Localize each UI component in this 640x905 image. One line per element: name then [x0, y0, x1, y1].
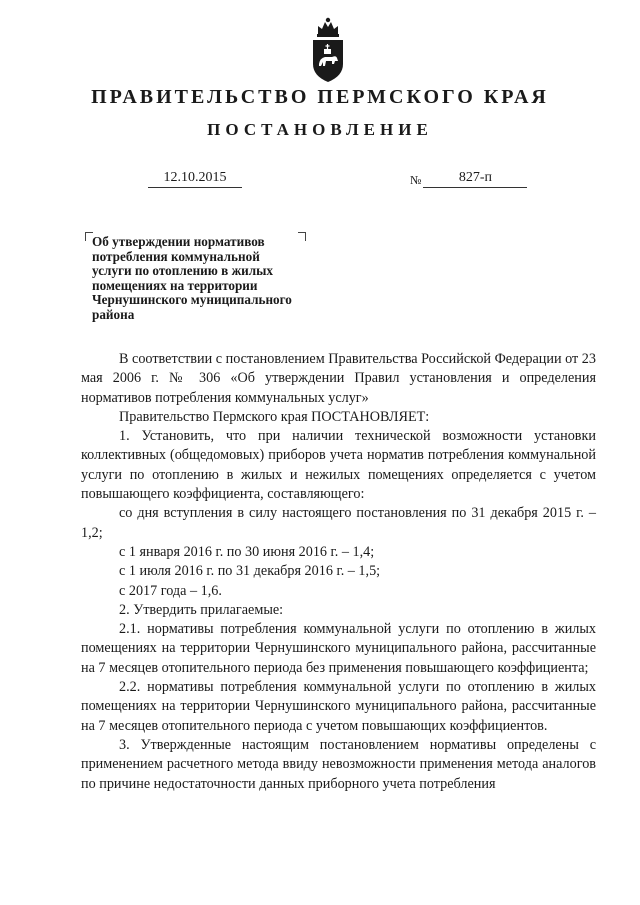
- body-paragraph: с 2017 года – 1,6.: [119, 582, 222, 599]
- body-paragraph: 2.2. нормативы потребления коммунальной услуги по отоплению в жилых помещениях на территории Чернушинского муниципального района, рассчитанные на 7 месяцев отопительного периода с учетом повышающих коэффициентов.: [81, 679, 596, 734]
- document-number: 827-п: [423, 170, 527, 188]
- subject-line: потребления коммунальной: [92, 248, 260, 264]
- body-paragraph: с 1 июля 2016 г. по 31 декабря 2016 г. – 1,5;: [119, 563, 381, 580]
- body-paragraph: со дня вступления в силу настоящего постановления по 31 декабря 2015 г. – 1,2;: [81, 505, 596, 541]
- body-paragraph: 2. Утвердить прилагаемые:: [119, 601, 284, 618]
- body-paragraph: В соответствии с постановлением Правительства Российской Федерации от 23 мая 2006 г. № 306 «Об утверждении Правил установления и определения нормативов потребления коммунальных услуг»: [81, 351, 596, 406]
- body-paragraph: с 1 января 2016 г. по 30 июня 2016 г. – 1,4;: [119, 543, 375, 560]
- body-paragraph: Правительство Пермского края ПОСТАНОВЛЯЕТ:: [119, 408, 430, 425]
- document-number-row: [410, 170, 527, 188]
- document-subject: [92, 235, 332, 322]
- document-type: ПОСТАНОВЛЕНИЕ: [207, 120, 433, 139]
- subject-line: услуги по отоплению в жилых: [92, 263, 274, 278]
- number-sign: №: [410, 173, 422, 187]
- body-paragraph: 3. Утвержденные настоящим постановлением нормативы определены с применением расчетного метода ввиду невозможности применения метода аналогов по причине недостаточности данных приборного учета потребления: [81, 736, 596, 792]
- government-title: ПРАВИТЕЛЬСТВО ПЕРМСКОГО КРАЯ: [91, 86, 549, 108]
- document-body: [81, 350, 596, 794]
- body-paragraph: 1. Установить, что при наличии технической возможности установки коллективных (общедомовых) приборов учета норматив потребления коммунальной услуги по отоплению в жилых и нежилых помещениях определяется с учетом повышающего коэффициента, составляющего:: [81, 428, 596, 503]
- coat-of-arms-icon: [305, 14, 351, 84]
- subject-line: Об утверждении нормативов: [92, 234, 265, 249]
- subject-line: помещениях на территории: [92, 277, 258, 293]
- body-paragraph: 2.1. нормативы потребления коммунальной услуги по отоплению в жилых помещениях на территории Чернушинского муниципального района, рассчитанные на 7 месяцев отопительного периода без применения повышающего коэффициента;: [81, 621, 596, 676]
- subject-line: района: [92, 306, 135, 322]
- document-date: 12.10.2015: [148, 170, 242, 188]
- subject-line: Чернушинского муниципального: [92, 292, 292, 307]
